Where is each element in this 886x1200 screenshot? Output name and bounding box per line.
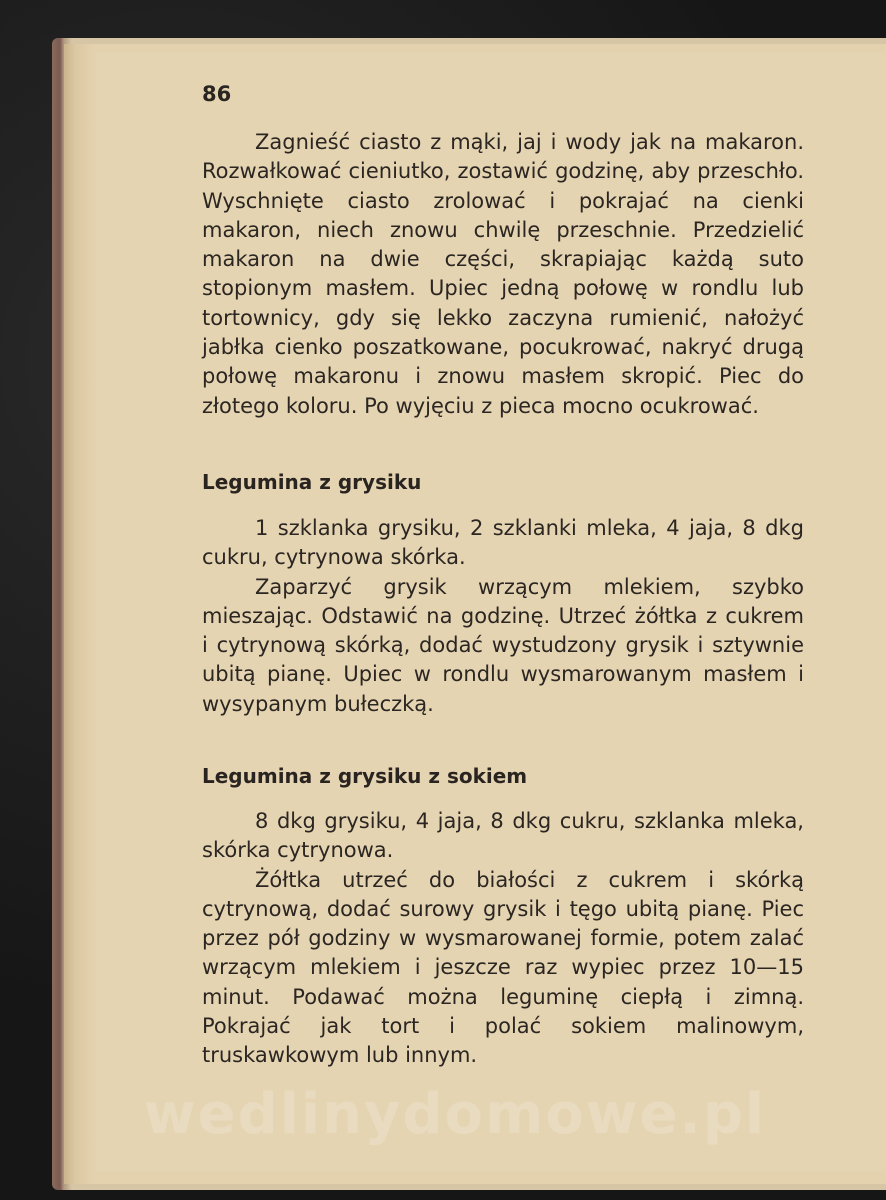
recipe-1-method: Zaparzyć grysik wrzącym mlekiem, szybko mieszając. Odstawić na godzinę. Utrzeć żółtka z cukrem i cytrynową skórką, dodać wystudzony grysik i sztywnie ubitą pianę. Upiec w rondlu wysmarowanym masłem i wysypanym bułeczką. [202,574,804,716]
recipe-1-ingredients: 1 szklanka grysiku, 2 szklanki mleka, 4 jaja, 8 dkg cukru, cytrynowa skórka. [202,516,804,570]
recipe-title-1: Legumina z grysiku [202,470,422,494]
recipe-title-2: Legumina z grysiku z sokiem [202,764,528,788]
intro-paragraph-block [202,128,804,421]
recipe-2-ingredients: 8 dkg grysiku, 4 jaja, 8 dkg cukru, szklanka mleka, skórka cytrynowa. [202,809,804,863]
recipe-1-body [202,514,804,719]
page-number: 86 [202,82,232,106]
recipe-2-body [202,807,804,1071]
recipe-2-method: Żółtka utrzeć do białości z cukrem i skórką cytrynową, dodać surowy grysik i tęgo ubitą pianę. Piec przez pół godziny w wysmarowanej formie, potem zalać wrzącym mlekiem i jeszcze raz wypiec przez 10—15 minut. Podawać można leguminę ciepłą i zimną. Pokrajać jak tort i polać sokiem malinowym, truskawkowym lub innym. [202,867,804,1068]
watermark: wedlinydomowe.pl [143,1082,767,1147]
intro-paragraph: Zagnieść ciasto z mąki, jaj i wody jak na makaron. Rozwałkować cieniutko, zostawić godzinę, aby przeschło. Wyschnięte ciasto zrolować i pokrajać na cienki makaron, niech znowu chwilę przeschnie. Przedzielić makaron na dwie części, skrapiając każdą suto stopionym masłem. Upiec jedną połowę w rondlu lub tortownicy, gdy się lekko zaczyna rumienić, nałożyć jabłka cienko poszatkowane, pocukrować, nakryć drugą połowę makaronu i znowu masłem skropić. Piec do złotego koloru. Po wyjęciu z pieca mocno ocukrować. [202,130,804,418]
